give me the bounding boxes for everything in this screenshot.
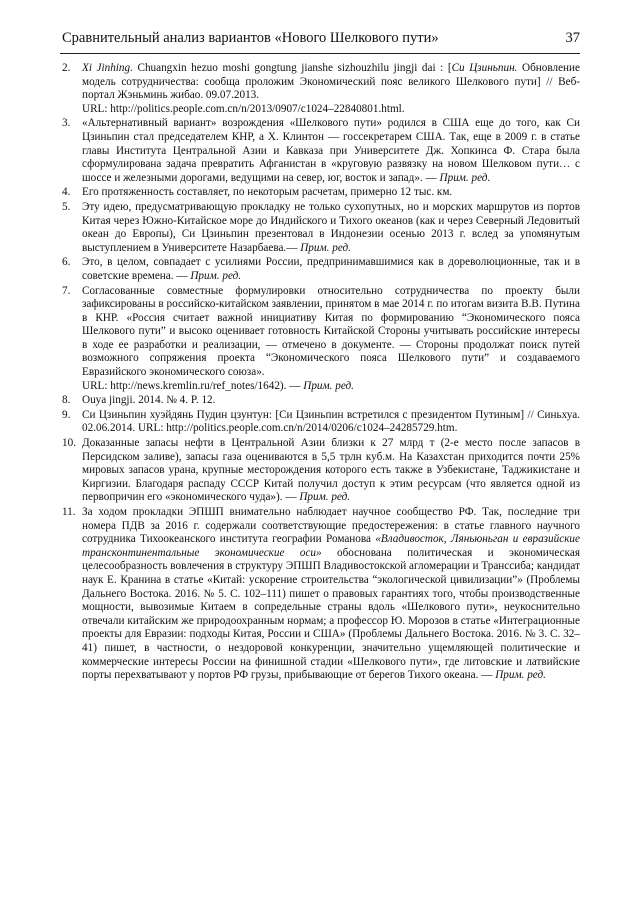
note-item — [62, 394, 580, 408]
note-text-italic: Прим. ред. — [439, 171, 491, 184]
note-text-run: Си Цзиньпин хуэйдянь Пудин цзунтун: [Си Цзиньпин встретился с президентом Путиным] // Синьхуа. 02.06.2014. URL: http://politics.people.com.cn/n/2014/0206/c1024–24285729.htm. — [82, 408, 580, 435]
note-text-italic: Си Цзиньпин. — [451, 62, 518, 74]
note-item — [62, 409, 580, 436]
note-number: 8. — [62, 394, 71, 407]
note-text-run: Ouya jingji. 2014. № 4. P. 12. — [82, 394, 216, 407]
note-text — [82, 186, 580, 200]
note-text-run: Chuangxin hezuo moshi gongtung jianshe sizhouzhilu jingji dai : [ — [132, 62, 452, 74]
note-text — [82, 117, 580, 185]
note-text-run: Эту идею, предусматривающую прокладку не только сухопутных, но и морских маршрутов из портов Китая через Южно-Китайское море до Индийского и Тихого океанов (как и через Северный Ледовитый океан до Европы), Си Цзиньпин презентовал в Индонезии осенью 2013 г. вслед за упомянутым выступлением в Университете Назарбаева.— — [82, 200, 580, 254]
note-text — [82, 437, 580, 505]
note-item — [62, 62, 580, 116]
page-number: 37 — [565, 30, 580, 46]
note-text — [82, 506, 580, 683]
note-text-italic: Прим. ред. — [300, 241, 351, 254]
note-text — [82, 409, 580, 436]
note-item — [62, 506, 580, 683]
note-number: 6. — [62, 256, 71, 269]
note-number: 4. — [62, 186, 71, 199]
note-text-italic: «Владивосток, Ляньюньган и евразийские трансконтинентальные экономические оси» — [82, 533, 580, 559]
note-text-italic: Прим. ред. — [190, 269, 242, 282]
note-number: 9. — [62, 408, 71, 421]
note-item — [62, 186, 580, 200]
note-text-run: Обновление модель сотрудничества: сообща проложим Экономический пояс великого Шелкового пути] // Веб-портал Жэньминь жибао. 09.07.2013. — [82, 62, 580, 102]
note-item — [62, 285, 580, 394]
note-text-italic: Xi Jinhing. — [82, 62, 133, 74]
note-text — [82, 285, 580, 394]
header-rule — [60, 53, 580, 54]
note-text-run: Доказанные запасы нефти в Центральной Азии близки к 27 млрд т (2-е место после запасов в Персидском заливе), запасы газа оцениваются в 5,5 трлн куб.м. На Казахстан приходится почти 25% мировых запасов урана, крупные месторождения которого есть также в Узбекистане, Таджикистане и Киргизии. Благодаря распаду СССР Китай получил доступ к этим ресурсам (что является одной из первопричин его «экономического чуда»). — — [82, 437, 580, 504]
endnotes-list — [62, 62, 580, 684]
note-item — [62, 437, 580, 505]
note-text — [82, 394, 580, 408]
note-text-italic: Прим. ред. — [303, 379, 354, 392]
note-text — [82, 256, 580, 283]
note-text-run: Согласованные совместные формулировки относительно сотрудничества по проекту были зафиксированы в российско-китайском заявлении, принятом в мае 2014 г. по итогам визита В.В. Путина в КНР. «Россия считает важной инициативу Китая по формированию “Экономического пояса Шелкового пути” и высоко оценивает готовность Китайской Стороны учитывать российские интересы в ходе ее разработки и реализации, — отмечено в документе. — Стороны продолжат поиск путей возможного сопряжения проекта “Экономического пояса Шелкового пути” и создаваемого Евразийского экономического союза». — [82, 284, 580, 379]
note-text-run: обоснована политическая и экономическая целесообразность вовлечения в структуру ЭПШП Владивостокской агломерации и Транссиба; кандидат наук Е. Кранина в статье «Китай: ускорение строительства “экологической цивилизации”» (Проблемы Дальнего Востока. 2016. № 5. С. 102–111) пишет о правовых гарантиях того, чтобы производственные мощности, вывозимые Китаем в сопредельные страны вдоль «Шелкового пути», неукоснительно отвечали китайским же природоохранным нормам; а профессор Ю. Морозов в статье «Интеграционные проекты для Евразии: подходы Китая, России и США» (Проблемы Дальнего Востока. 2016. № 3. С. 32–41) пишет, в частности, о нездоровой конкуренции, значительно ущемляющей политические и коммерческие интересы России на финишной стадии «Шелкового пути», где литовские и латвийские порты перехватывают у портов РФ грузы, прибывающие от берегов Тихого океана. — — [82, 546, 580, 682]
note-text-run: За ходом прокладки ЭПШП внимательно наблюдает научное сообщество РФ. Так, последние три номера ПДВ за 2016 г. содержали соответствующие предостережения: в статье главного научного сотрудника Тихоокеанского института географии Романова — [82, 506, 580, 546]
note-text-run: Его протяженность составляет, по некоторым расчетам, примерно 12 тыс. км. — [82, 186, 453, 199]
page-header — [62, 30, 580, 47]
note-text-italic: Прим. ред. — [299, 491, 351, 504]
note-url: URL: http://news.kremlin.ru/ref_notes/1642). — — [82, 379, 304, 392]
note-number: 2. — [62, 62, 71, 74]
note-text-italic: Прим. ред. — [495, 669, 546, 682]
note-number: 11. — [62, 506, 76, 518]
note-text — [82, 62, 580, 116]
note-number: 10. — [62, 437, 76, 450]
note-url: URL: http://politics.people.com.cn/n/2013/0907/c1024–22840801.html. — [82, 102, 405, 115]
note-number: 7. — [62, 284, 71, 297]
note-number: 5. — [62, 200, 71, 213]
running-title: Сравнительный анализ вариантов «Нового Шелкового пути» — [62, 30, 439, 46]
note-text — [82, 201, 580, 255]
note-number: 3. — [62, 117, 71, 130]
note-text-run: Это, в целом, совпадает с усилиями России, предпринимавшимися как в дореволюционные, так и в советские времена. — — [82, 256, 580, 282]
note-item — [62, 256, 580, 283]
note-item — [62, 117, 580, 185]
note-text-run: «Альтернативный вариант» возрождения «Шелкового пути» родился в США еще до того, как Си Цзиньпин стал председателем КНР, а Х. Клинтон — госсекретарем США. Так, еще в 2009 г. в статье главы Института Центральной Азии и Кавказа при Университете Дж. Хопкинса Ф. Стара была сформулирована задача превратить Афганистан в «круговую развязку на новом Шелковом пути… с шоссе и железными дорогами, ведущими на север, юг, восток и запад». — — [82, 117, 580, 184]
note-item — [62, 201, 580, 255]
